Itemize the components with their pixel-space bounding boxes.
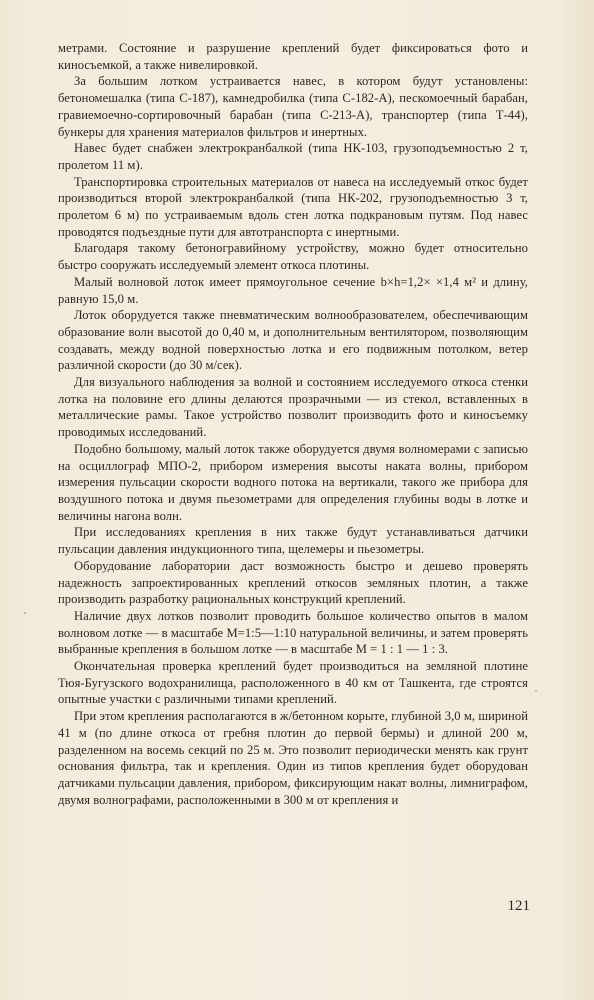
page-number: 121	[507, 898, 530, 914]
paragraph-10: При исследованиях крепления в них также будут устанавливаться датчики пульсации давления индукционного типа, щелемеры и пьезометры.	[58, 525, 528, 557]
paragraph-6: Малый волновой лоток имеет прямоугольное сечение b×h=1,2× ×1,4 м² и длину, равную 15,0 м.	[58, 274, 528, 306]
paper-speck	[535, 690, 537, 692]
paragraph-12: Наличие двух лотков позволит проводить большое количество опытов в малом волновом лотке — в масштабе M=1:5—1:10 натуральной величины, и затем проверять выбранные крепления в большом лотке — в масштабе M = 1 : 1 — 1 : 3.	[58, 608, 528, 657]
paragraph-7: Лоток оборудуется также пневматическим волнообразователем, обеспечивающим образование волн высотой до 0,40 м, и дополнительным вентилятором, позволяющим создавать, между водной поверхностью лотка и его подвижным потолком, ветер различной скорости (до 30 м/сек).	[58, 308, 528, 373]
paragraph-13: Окончательная проверка креплений будет производиться на земляной плотине Тюя-Бугузского водохранилища, расположенного в 40 км от Ташкента, где строятся опытные участки с различными типами креплений.	[58, 659, 528, 707]
paper-speck	[24, 612, 26, 614]
paragraph-5: Благодаря такому бетоногравийному устройству, можно будет относительно быстро сооружать исследуемый элемент откоса плотины.	[58, 241, 528, 273]
paragraph-2: За большим лотком устраивается навес, в котором будут установлены: бетономешалка (типа С-187), камнедробилка (типа С-182-А), пескомоечный барабан, гравиемоечно-сортировочный барабан (типа С-213-А), транспортер (типа Т-44), бункеры для хранения материалов фильтров и инертных.	[58, 74, 528, 139]
paragraph-3: Навес будет снабжен электрокранбалкой (типа НК-103, грузоподъемностью 2 т, пролетом 11 м).	[58, 141, 528, 172]
paragraph-1: метрами. Состояние и разрушение креплений будет фиксироваться фото и киносъемкой, а также нивелировкой.	[58, 41, 528, 72]
paragraph-8: Для визуального наблюдения за волной и состоянием исследуемого откоса стенки лотка на половине его длины делаются прозрачными — из стекол, вставленных в металлические рамы. Такое устройство позволит производить фото и киносъемку проводимых исследований.	[58, 375, 528, 440]
paragraph-11: Оборудование лаборатории даст возможность быстро и дешево проверять надежность запроектированных креплений откосов земляных плотин, а также производить разработку рациональных конструкций креплений.	[58, 558, 528, 607]
paragraph-9: Подобно большому, малый лоток также оборудуется двумя волномерами с записью на осциллограф МПО-2, прибором измерения высоты наката волны, прибором измерения пульсации скорости водного потока на вертикали, такого же прибора для воздушного потока и двумя пьезометрами для определения глубины воды в лотке и величины нагона волн.	[58, 441, 528, 523]
paragraph-14: При этом крепления располагаются в ж/бетонном корыте, глубиной 3,0 м, шириной 41 м (по длине откоса от гребня плотин до первой бермы) и длиной 200 м, разделенном на восемь секций по 25 м. Это позволит периодически менять как грунт основания фильтра, так и крепления. Один из типов крепления будет оборудован датчиками пульсации давления, прибором, фиксирующим накат волны, лимниграфом, двумя волнографами, расположенными в 300 м от крепления и	[58, 709, 528, 807]
body-text	[58, 40, 528, 808]
paragraph-4: Транспортировка строительных материалов от навеса на исследуемый откос будет производиться второй электрокранбалкой (типа НК-202, грузоподъемностью 3 т, пролетом 6 м) по устраиваемым вдоль стен лотка подкрановым путям. Под навес проводятся подъездные пути для автотранспорта с инертными.	[58, 174, 528, 239]
